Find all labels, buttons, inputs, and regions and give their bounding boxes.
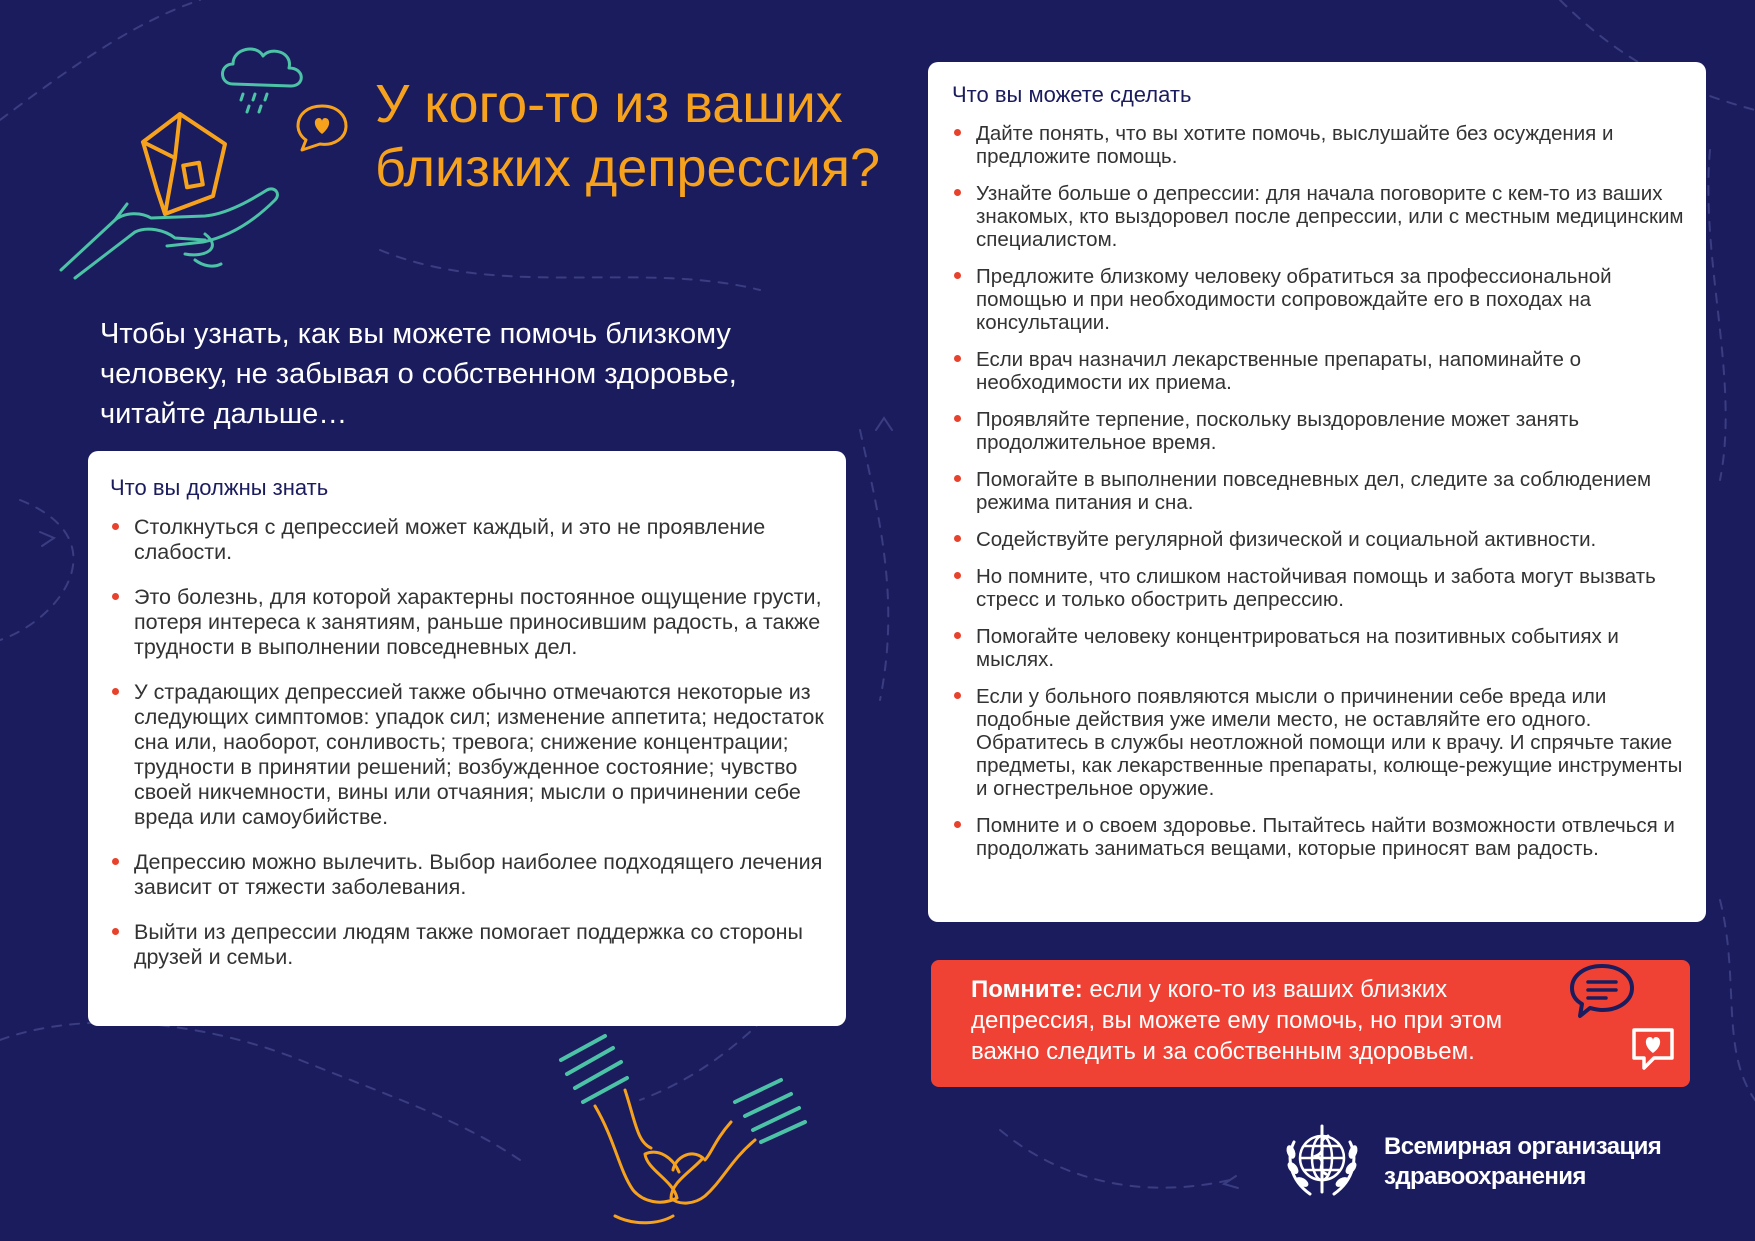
do-item: Помните и о своем здоровье. Пытайтесь найти возможности отвлечься и продолжать заниматься вещами, которые приносят вам радость. xyxy=(952,814,1686,860)
who-emblem-icon xyxy=(1280,1118,1364,1202)
do-item: Проявляйте терпение, поскольку выздоровление может занять продолжительное время. xyxy=(952,408,1686,454)
do-heading: Что вы можете сделать xyxy=(952,82,1192,107)
who-logo xyxy=(1280,1118,1680,1208)
holding-hands-heart-icon xyxy=(555,1030,815,1230)
know-card xyxy=(88,451,846,1026)
org-name xyxy=(1384,1132,1684,1192)
do-list xyxy=(952,122,1686,860)
page-title: У кого-то из ваших близких депрессия? xyxy=(375,74,881,198)
know-list xyxy=(110,515,826,970)
house-in-hand-icon xyxy=(55,108,305,283)
remember-body: если у кого-то из ваших близких депрессия, вы можете ему помочь, но при этом важно следить и за собственным здоровьем. xyxy=(971,976,1503,1065)
do-item: Если врач назначил лекарственные препараты, напоминайте о необходимости их приема. xyxy=(952,348,1686,394)
do-item: Предложите близкому человеку обратиться за профессиональной помощью и при необходимости сопровождайте его в походах на консультации. xyxy=(952,265,1686,334)
do-item: Но помните, что слишком настойчивая помощь и забота могут вызвать стресс и только обострить депрессию. xyxy=(952,565,1686,611)
do-item: Дайте понять, что вы хотите помочь, выслушайте без осуждения и предложите помощь. xyxy=(952,122,1686,168)
remember-text xyxy=(971,974,1540,1067)
chat-bubble-icon xyxy=(1566,960,1638,1022)
do-item: Содействуйте регулярной физической и социальной активности. xyxy=(952,528,1686,551)
know-item: Это болезнь, для которой характерны постоянное ощущение грусти, потеря интереса к занятиям, раньше приносившим радость, а также трудности в выполнении повседневных дел. xyxy=(110,585,826,660)
heart-chat-bubble-icon xyxy=(1628,1024,1678,1074)
intro-text: Чтобы узнать, как вы можете помочь близкому человеку, не забывая о собственном здоровье, читайте дальше… xyxy=(100,318,737,430)
do-card xyxy=(928,62,1706,922)
remember-label: Помните: xyxy=(971,976,1083,1003)
org-name-line2: здравоохранения xyxy=(1384,1163,1586,1190)
do-item: Помогайте в выполнении повседневных дел, следите за соблюдением режима питания и сна. xyxy=(952,468,1686,514)
know-heading: Что вы должны знать xyxy=(110,475,329,500)
know-item: Выйти из депрессии людям также помогает поддержка со стороны друзей и семьи. xyxy=(110,920,826,970)
do-item: Помогайте человеку концентрироваться на позитивных событиях и мыслях. xyxy=(952,625,1686,671)
do-item: Если у больного появляются мысли о причинении себе вреда или подобные действия уже имели место, не оставляйте его одного. Обратитесь в службы неотложной помощи или к врачу. И спрячьте такие предметы, как лекарственные препараты, колюще-режущие инструменты и огнестрельное оружие. xyxy=(952,685,1686,800)
do-item: Узнайте больше о депрессии: для начала поговорите с кем-то из ваших знакомых, кто выздоровел после депрессии, или с местным медицинским специалистом. xyxy=(952,182,1686,251)
know-item: Депрессию можно вылечить. Выбор наиболее подходящего лечения зависит от тяжести заболевания. xyxy=(110,850,826,900)
know-item: Столкнуться с депрессией может каждый, и это не проявление слабости. xyxy=(110,515,826,565)
org-name-line1: Всемирная организация xyxy=(1384,1133,1662,1160)
know-item: У страдающих депрессией также обычно отмечаются некоторые из следующих симптомов: упадок сил; изменение аппетита; недостаток сна или, наоборот, сонливость; тревога; снижение концентрации; трудности в принятии решений; возбужденное состояние; чувство своей никчемности, вины или отчаяния; мысли о причинении себе вреда или самоубийстве. xyxy=(110,680,826,830)
